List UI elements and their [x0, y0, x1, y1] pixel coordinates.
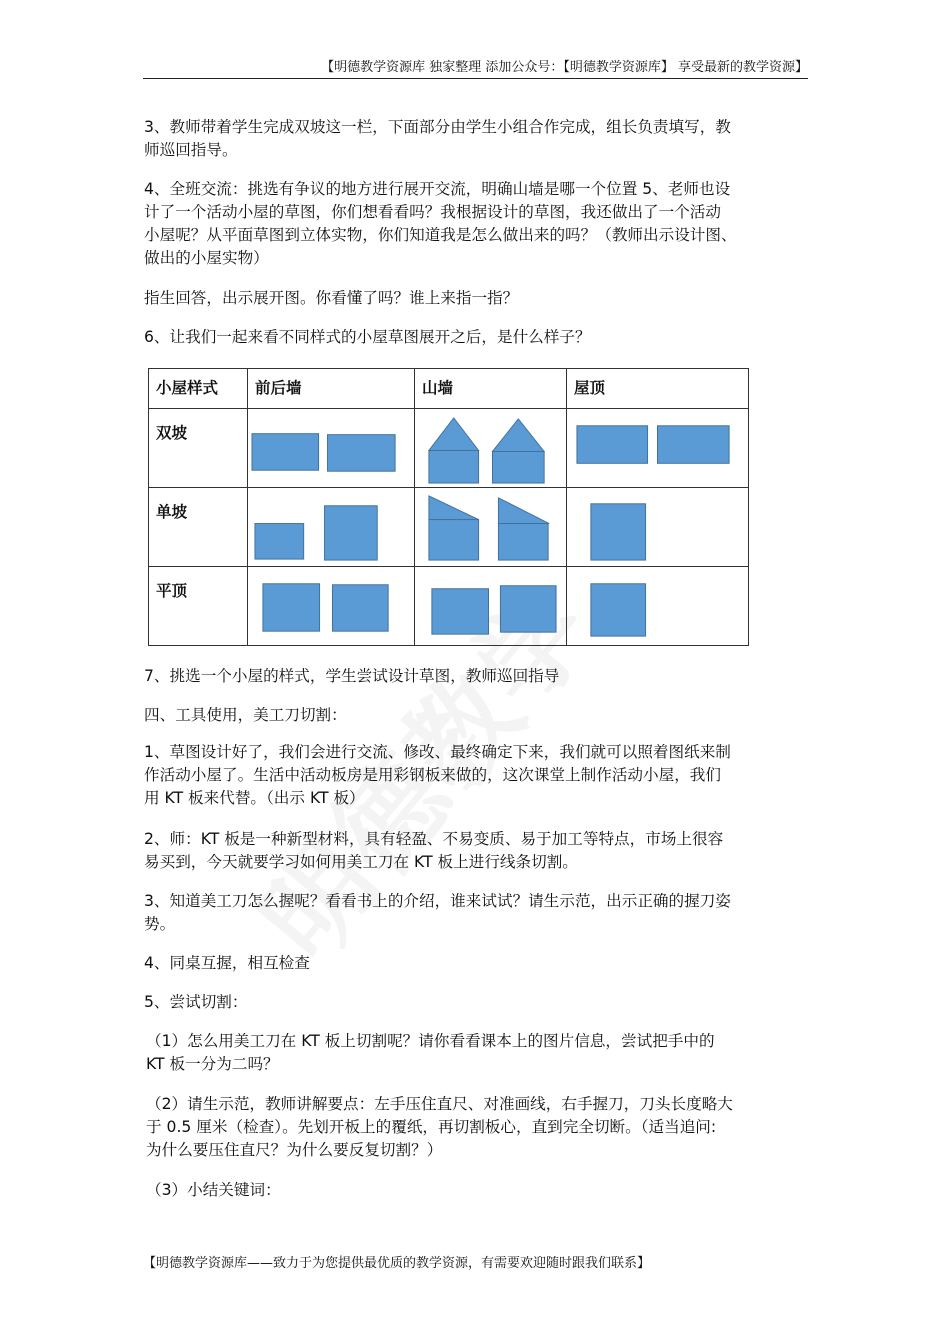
house-net-shape	[328, 435, 396, 472]
house-net-shape	[658, 426, 730, 464]
house-net-shape	[492, 419, 544, 452]
paragraph-tools-2: 2、师：KT 板是一种新型材料，具有轻盈、不易变质、易于加工等特点，市场上很容 易买到，今天就要学习如何用美工刀在 KT 板上进行线条切割。	[144, 830, 724, 871]
cell-double-slope-walls	[248, 409, 415, 488]
cell-flat-roof-walls	[248, 567, 415, 646]
paragraph-step-3: 3、教师带着学生完成双坡这一栏，下面部分由学生小组合作完成，组长负责填写，教 师巡回指导。	[144, 118, 731, 159]
gable-shapes	[415, 409, 566, 487]
house-net-shape	[432, 589, 489, 634]
house-net-shape	[591, 584, 646, 636]
cell-single-slope-gable	[415, 488, 567, 567]
house-style-table	[148, 368, 749, 646]
house-net-shape	[492, 451, 544, 483]
house-net-shape	[500, 586, 556, 632]
house-net-shape	[429, 450, 479, 483]
cell-double-slope-roof	[567, 409, 749, 488]
roof-shapes	[567, 567, 748, 645]
table-header-style: 小屋样式	[149, 369, 248, 409]
house-net-shape	[325, 506, 378, 560]
paragraph-tools-1: 1、草图设计好了，我们会进行交流、修改、最终确定下来，我们就可以照着图纸来制 作活动小屋了。生活中活动板房是用彩钢板来做的，这次课堂上制作活动小屋，我们 用 KT 板来代替。（出示 KT 板）	[144, 743, 731, 807]
cell-flat-roof-gable	[415, 567, 567, 646]
header-divider	[143, 78, 808, 79]
row-label-flat-roof: 平顶	[149, 567, 248, 646]
row-label-double-slope: 双坡	[149, 409, 248, 488]
paragraph-sub-3: （3）小结关键词：	[146, 1181, 281, 1199]
cell-flat-roof-roof	[567, 567, 749, 646]
house-net-shape	[255, 524, 304, 560]
paragraph-sub-1: （1）怎么用美工刀在 KT 板上切割呢？请你看看课本上的图片信息，尝试把手中的 KT 板一分为二吗？	[146, 1032, 715, 1073]
paragraph-step-6: 6、让我们一起来看不同样式的小屋草图展开之后，是什么样子？	[144, 328, 591, 346]
paragraph-answer: 指生回答，出示展开图。你看懂了吗？谁上来指一指？	[144, 289, 519, 307]
gable-shapes	[415, 488, 566, 566]
gable-shapes	[415, 567, 566, 645]
wall-shapes	[248, 409, 414, 487]
page-footer: 【明德教学资源库——致力于为您提供最优质的教学资源，有需要欢迎随时跟我们联系】	[143, 1256, 651, 1271]
roof-shapes	[567, 488, 748, 566]
section-heading-tools: 四、工具使用，美工刀切割：	[144, 706, 347, 724]
paragraph-sub-2: （2）请生示范，教师讲解要点：左手压住直尺、对准画线，右手握刀，刀头长度略大 于 0.5 厘米（检查）。先划开板上的覆纸，再切割板心，直到完全切断。（适当追问: 为什么要压住直尺？为什么要反复切割？）	[146, 1095, 733, 1159]
cell-double-slope-gable	[415, 409, 567, 488]
house-net-shape	[263, 584, 320, 631]
table-header-gable-wall: 山墙	[415, 369, 567, 409]
house-net-shape	[498, 498, 549, 524]
house-net-shape	[429, 520, 479, 560]
paragraph-step-4: 4、全班交流：挑选有争议的地方进行展开交流，明确山墙是哪一个位置 5、老师也设 计了一个活动小屋的草图，你们想看看吗？我根据设计的草图，我还做出了一个活动 小屋呢？从平面草图到立体实物，你们知道我是怎么做出来的吗？（教师出示设计图、 做出的小屋实物）	[144, 180, 737, 267]
house-net-shape	[332, 585, 388, 631]
house-net-shape	[577, 426, 648, 464]
page-header: 【明德教学资源库 独家整理 添加公众号：【明德教学资源库】 享受最新的教学资源】	[321, 60, 808, 75]
table-header-front-back-wall: 前后墙	[248, 369, 415, 409]
row-label-single-slope: 单坡	[149, 488, 248, 567]
house-net-shape	[429, 418, 479, 451]
house-net-shape	[429, 496, 479, 520]
paragraph-tools-3: 3、知道美工刀怎么握呢？看看书上的介绍，谁来试试？请生示范，出示正确的握刀姿 势。	[144, 892, 731, 933]
paragraph-tools-4: 4、同桌互握，相互检查	[144, 954, 310, 972]
house-net-shape	[252, 434, 319, 471]
table-header-roof: 屋顶	[567, 369, 749, 409]
wall-shapes	[248, 488, 414, 566]
paragraph-tools-5: 5、尝试切割：	[144, 993, 248, 1011]
cell-single-slope-roof	[567, 488, 749, 567]
paragraph-step-7: 7、挑选一个小屋的样式，学生尝试设计草图，教师巡回指导	[144, 667, 560, 685]
cell-single-slope-walls	[248, 488, 415, 567]
roof-shapes	[567, 409, 748, 487]
house-net-shape	[591, 504, 646, 560]
wall-shapes	[248, 567, 414, 645]
house-net-shape	[498, 524, 548, 561]
